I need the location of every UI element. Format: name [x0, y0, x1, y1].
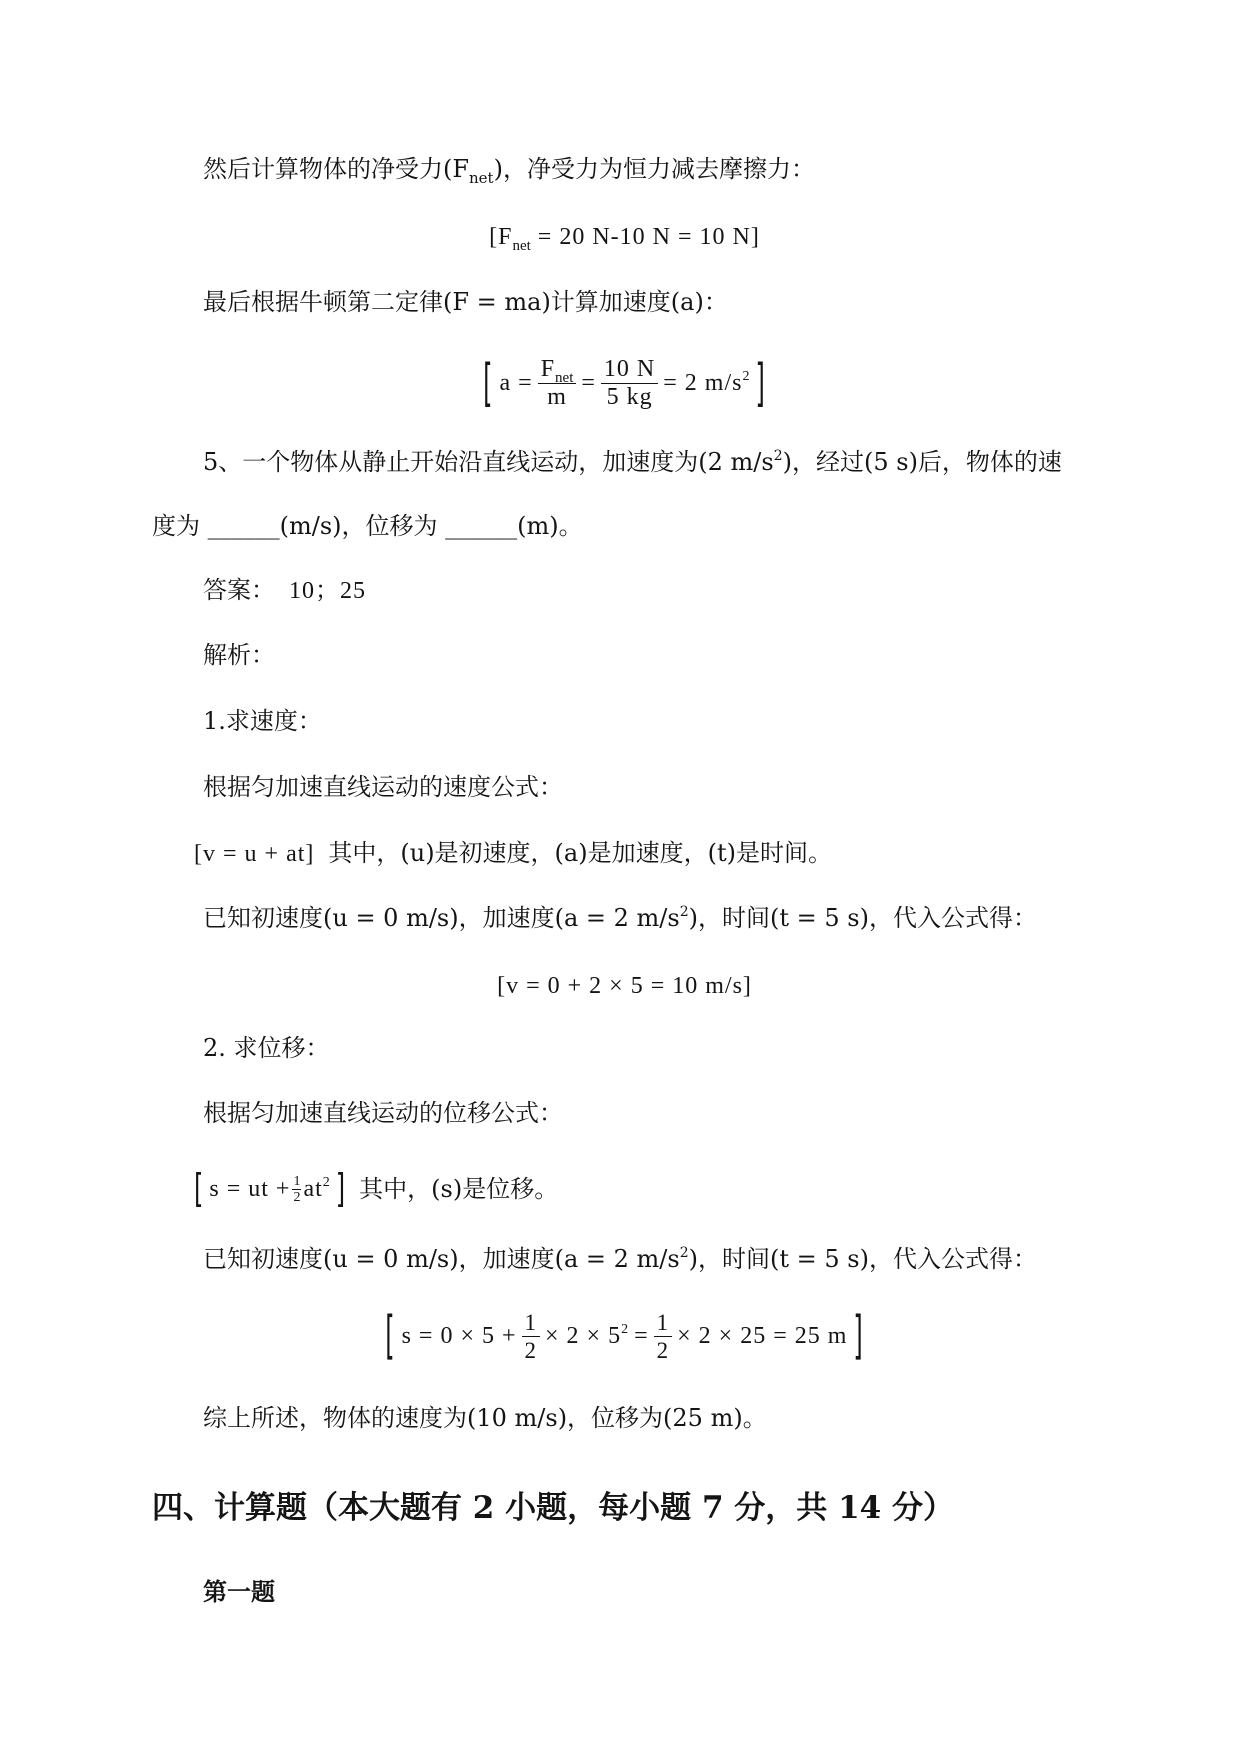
result-text: = 2 m/s: [663, 370, 743, 396]
superscript-2: 2: [621, 1322, 629, 1337]
velocity-calculation: [v = 0 + 2 × 5 = 10 m/s]: [497, 973, 752, 999]
step-1-formula-line: [194, 837, 832, 870]
calc-part-4: × 2 × 25 = 25 m: [677, 1323, 848, 1349]
right-bracket: ]: [335, 1165, 346, 1213]
displacement-calculation: [8, 1305, 1241, 1367]
net-subscript: net: [469, 169, 494, 187]
answer-line: [203, 574, 366, 607]
left-bracket: [: [194, 1165, 204, 1213]
velocity-formula: [v = u + at]: [194, 841, 315, 867]
superscript-2: 2: [322, 1175, 330, 1190]
fraction-one-half: [522, 1309, 541, 1364]
equation-lhs: a =: [499, 370, 533, 396]
formula-at: at: [303, 1176, 323, 1202]
right-bracket: ]: [755, 353, 766, 413]
acceleration-equation: [8, 352, 1241, 414]
net-force-equation: [8, 221, 1241, 253]
analysis-label: 解析：: [203, 641, 275, 669]
calc-part-2-text: × 2 × 5: [545, 1323, 622, 1349]
question-5-text-end: )，经过(5 s)后，物体的速: [782, 448, 1062, 476]
fraction-numerator: 10 N: [601, 356, 658, 384]
fraction-denominator: 2: [524, 1337, 538, 1363]
net-force-intro-text: 然后计算物体的净受力(F: [203, 155, 470, 183]
question-5-line-2: 度为 ______(m/s)，位移为 ______(m)。: [152, 512, 583, 540]
net-subscript: net: [555, 369, 574, 386]
question-5-text: 5、一个物体从静止开始沿直线运动，加速度为(2 m/s: [203, 448, 774, 476]
step-1-given: [203, 902, 1037, 934]
question-5-line-1: [203, 446, 1062, 478]
given-text: 已知初速度(u = 0 m/s)，加速度(a = 2 m/s: [203, 904, 680, 932]
net-force-intro-text-end: )，净受力为恒力减去摩擦力：: [493, 155, 815, 183]
newton-law-intro: 最后根据牛顿第二定律(F = ma)计算加速度(a)：: [203, 288, 728, 316]
answer-label: 答案：: [203, 576, 275, 604]
fraction-denominator: 5 kg: [606, 383, 653, 410]
displacement-formula-start: s = ut +: [209, 1176, 291, 1202]
superscript-2: 2: [773, 448, 783, 464]
step-1-title: 1.求速度：: [203, 707, 322, 735]
fraction-numerator: 1: [522, 1309, 541, 1337]
step-2-title: 2. 求位移：: [203, 1034, 330, 1062]
net-force-equation-start: [F: [489, 224, 513, 250]
given-text: 已知初速度(u = 0 m/s)，加速度(a = 2 m/s: [203, 1245, 680, 1273]
superscript-2: 2: [742, 369, 750, 384]
conclusion: 综上所述，物体的速度为(10 m/s)，位移为(25 m)。: [203, 1404, 767, 1432]
net-force-equation-end: = 20 N-10 N = 10 N]: [530, 224, 760, 250]
numerator-f: F: [540, 355, 556, 382]
fraction-numerator: 1: [293, 1173, 301, 1189]
fraction-10n-over-5kg: [601, 356, 658, 411]
answer-value: 10；25: [289, 578, 366, 604]
superscript-2: 2: [679, 904, 689, 920]
fraction-denominator: 2: [293, 1189, 301, 1205]
fraction-one-half: [654, 1309, 673, 1364]
fraction-denominator: 2: [656, 1337, 670, 1363]
section-heading: 四、计算题（本大题有 2 小题，每小题 7 分，共 14 分）: [152, 1490, 955, 1526]
equation-result: [663, 367, 749, 399]
fraction-one-half: [292, 1174, 301, 1205]
left-bracket: [: [483, 353, 494, 413]
calc-part-3: =: [634, 1323, 649, 1349]
displacement-formula-end: [303, 1173, 329, 1205]
fraction-numerator: [538, 356, 577, 384]
step-2-given: [203, 1243, 1037, 1275]
step-2-formula-intro: 根据匀加速直线运动的位移公式：: [203, 1099, 563, 1127]
left-bracket: [: [385, 1305, 396, 1367]
displacement-formula-note: 其中，(s)是位移。: [359, 1175, 559, 1203]
subsection-title: 第一题: [203, 1577, 275, 1606]
fraction-denominator: m: [547, 383, 567, 410]
velocity-formula-note: 其中，(u)是初速度，(a)是加速度，(t)是时间。: [328, 839, 832, 867]
right-bracket: ]: [853, 1305, 864, 1367]
net-force-intro: [203, 153, 815, 185]
given-text-end: )，时间(t = 5 s)，代入公式得：: [688, 904, 1037, 932]
net-subscript: net: [512, 238, 531, 254]
equals-sign: =: [581, 370, 596, 396]
superscript-2: 2: [679, 1245, 689, 1261]
fraction-fnet-over-m: [538, 356, 577, 411]
fraction-numerator: 1: [654, 1309, 673, 1337]
step-1-formula-intro: 根据匀加速直线运动的速度公式：: [203, 773, 563, 801]
calc-part-2: [545, 1320, 628, 1352]
given-text-end: )，时间(t = 5 s)，代入公式得：: [688, 1245, 1037, 1273]
calc-part-1: s = 0 × 5 +: [401, 1323, 517, 1349]
step-2-formula-line: [194, 1166, 558, 1212]
